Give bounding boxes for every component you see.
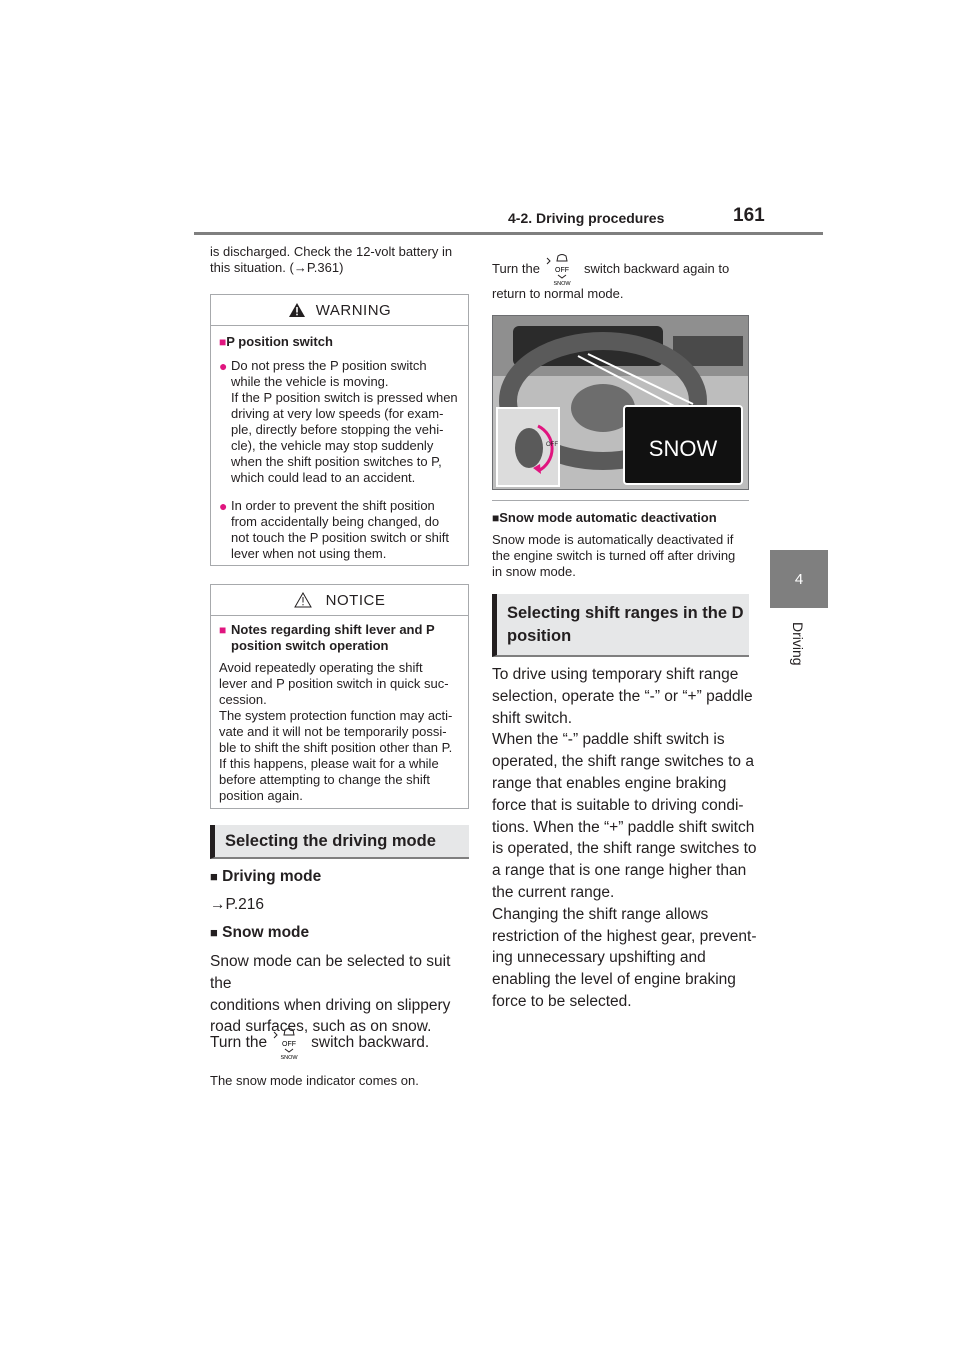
warning-heading: ■P position switch — [219, 334, 333, 349]
warning-bullet — [219, 358, 458, 486]
intro-text — [210, 244, 470, 276]
round-bullet-icon: ● — [219, 358, 228, 374]
text-line: when the shift position switches to P, — [231, 454, 442, 469]
svg-text:OFF: OFF — [282, 1041, 297, 1048]
svg-text:SNOW: SNOW — [553, 281, 571, 286]
warning-title-bar — [211, 295, 468, 326]
driving-mode-ref: →P.216 — [210, 896, 265, 913]
text-line: shift switch. — [492, 709, 573, 727]
chapter-tab-number: 4 — [770, 550, 828, 608]
turn-instruction: Turn the OFF SNOW switch backward. — [210, 1026, 470, 1060]
text-line: from accidentally being changed, do — [231, 514, 440, 529]
square-bullet-icon: ■ — [210, 925, 218, 940]
text-line: ing unnecessary upshifting and — [492, 949, 706, 967]
text-line: cession. — [219, 692, 267, 707]
text-line: restriction of the highest gear, prevent- — [492, 927, 757, 945]
square-bullet-icon: ■ — [219, 623, 227, 637]
auto-deactivation-text — [492, 532, 752, 580]
notice-title-bar — [211, 585, 468, 616]
text-line: is operated, the shift range switches to — [492, 840, 757, 858]
text-line: cle), the vehicle may stop suddenly — [231, 438, 434, 453]
text-line: tions. When the “+” paddle shift switch — [492, 818, 755, 836]
section-header: 4-2. Driving procedures — [508, 210, 665, 226]
text-line: a range that is one range higher than — [492, 862, 747, 880]
warning-title: WARNING — [315, 301, 392, 319]
shift-range-body — [492, 664, 757, 1013]
text-line: ble to shift the shift position other than P. — [219, 740, 453, 755]
text-line: not touch the P position switch or shift — [231, 530, 449, 545]
text-line: in snow mode. — [492, 564, 576, 579]
text-line: Do not press the P position switch — [231, 358, 427, 373]
text-line: the current range. — [492, 883, 615, 901]
round-bullet-icon: ● — [219, 498, 228, 514]
square-bullet-icon: ■ — [492, 511, 500, 525]
text-line: range that enables engine braking — [492, 774, 727, 792]
divider — [492, 500, 749, 501]
text-line: Avoid repeatedly operating the shift — [219, 660, 423, 675]
text-line: In order to prevent the shift position — [231, 498, 435, 513]
warning-bullet — [219, 498, 458, 562]
square-bullet-icon: ■ — [219, 335, 227, 349]
text-line: Snow mode can be selected to suit the — [210, 953, 451, 992]
intro-line: this situation. (→P.361) — [210, 260, 344, 275]
text-line: To drive using temporary shift range — [492, 666, 739, 683]
snow-mode-switch-icon — [544, 252, 580, 286]
text-line: ple, directly before stopping the vehi- — [231, 422, 444, 437]
text-line: lever when not using them. — [231, 546, 387, 561]
text-line: road surfaces, such as on snow. — [210, 1018, 432, 1036]
text-line: If this happens, please wait for a while — [219, 756, 439, 771]
caution-triangle-icon — [294, 592, 312, 608]
warning-bullet-text — [231, 498, 449, 562]
text-line: while the vehicle is moving. — [231, 374, 389, 389]
snow-mode-switch-icon — [271, 1026, 307, 1060]
dashboard-illustration — [493, 316, 748, 489]
text-line: operated, the shift range switches to a — [492, 753, 754, 771]
svg-text:OFF: OFF — [546, 442, 558, 448]
header-rule — [194, 232, 823, 235]
turn-again-line2: return to normal mode. — [492, 286, 624, 301]
turn-again-instruction: Turn the OFF SNOW switch backward again to — [492, 252, 752, 286]
text-line: before attempting to change the shift — [219, 772, 431, 787]
indicator-note: The snow mode indicator comes on. — [210, 1073, 419, 1088]
text-line: The system protection function may acti- — [219, 708, 453, 723]
page-number: 161 — [733, 205, 765, 226]
chapter-tab-label: Driving — [790, 622, 806, 666]
text-line: If the P position switch is pressed when — [231, 390, 458, 405]
text-line: enabling the level of engine braking — [492, 971, 736, 989]
warning-triangle-icon — [288, 302, 306, 318]
text-line: Snow mode is automatically deactivated if — [492, 532, 734, 547]
text-line: which could lead to an accident. — [231, 470, 416, 485]
snow-switch-figure — [492, 315, 749, 490]
snow-indicator-label: SNOW — [648, 436, 718, 461]
text-line: driving at very low speeds (for exam- — [231, 406, 444, 421]
text-line: force that is suitable to driving condi- — [492, 796, 744, 814]
driving-mode-heading: ■ Driving mode — [210, 868, 322, 885]
svg-text:SNOW: SNOW — [280, 1055, 298, 1060]
text-line: Changing the shift range allows — [492, 905, 709, 923]
notice-title: NOTICE — [325, 591, 386, 609]
warning-box — [210, 294, 469, 566]
text-line: force to be selected. — [492, 992, 632, 1010]
text-line: the engine switch is turned off after driving — [492, 548, 736, 563]
square-bullet-icon: ■ — [210, 869, 218, 884]
text-line: conditions when driving on slippery — [210, 996, 451, 1014]
svg-text:OFF: OFF — [554, 267, 569, 274]
text-line: When the “-” paddle shift switch is — [492, 731, 725, 749]
text-line: lever and P position switch in quick suc- — [219, 676, 449, 691]
intro-line: is discharged. Check the 12-volt battery in — [210, 244, 453, 259]
snow-mode-heading: ■ Snow mode — [210, 924, 310, 941]
notice-text — [219, 660, 458, 804]
notice-heading: ■ Notes regarding shift lever and P position switch operation — [219, 622, 435, 653]
warning-bullet-text — [231, 358, 458, 486]
notice-box — [210, 584, 469, 809]
text-line: vate and it will not be temporarily possi- — [219, 724, 447, 739]
section-heading: Selecting shift ranges in the D position — [492, 594, 749, 657]
auto-deactivation-heading: ■Snow mode automatic deactivation — [492, 510, 717, 525]
section-heading: Selecting the driving mode — [210, 825, 469, 859]
text-line: selection, operate the “-” or “+” paddle — [492, 687, 753, 705]
text-line: position again. — [219, 788, 303, 803]
